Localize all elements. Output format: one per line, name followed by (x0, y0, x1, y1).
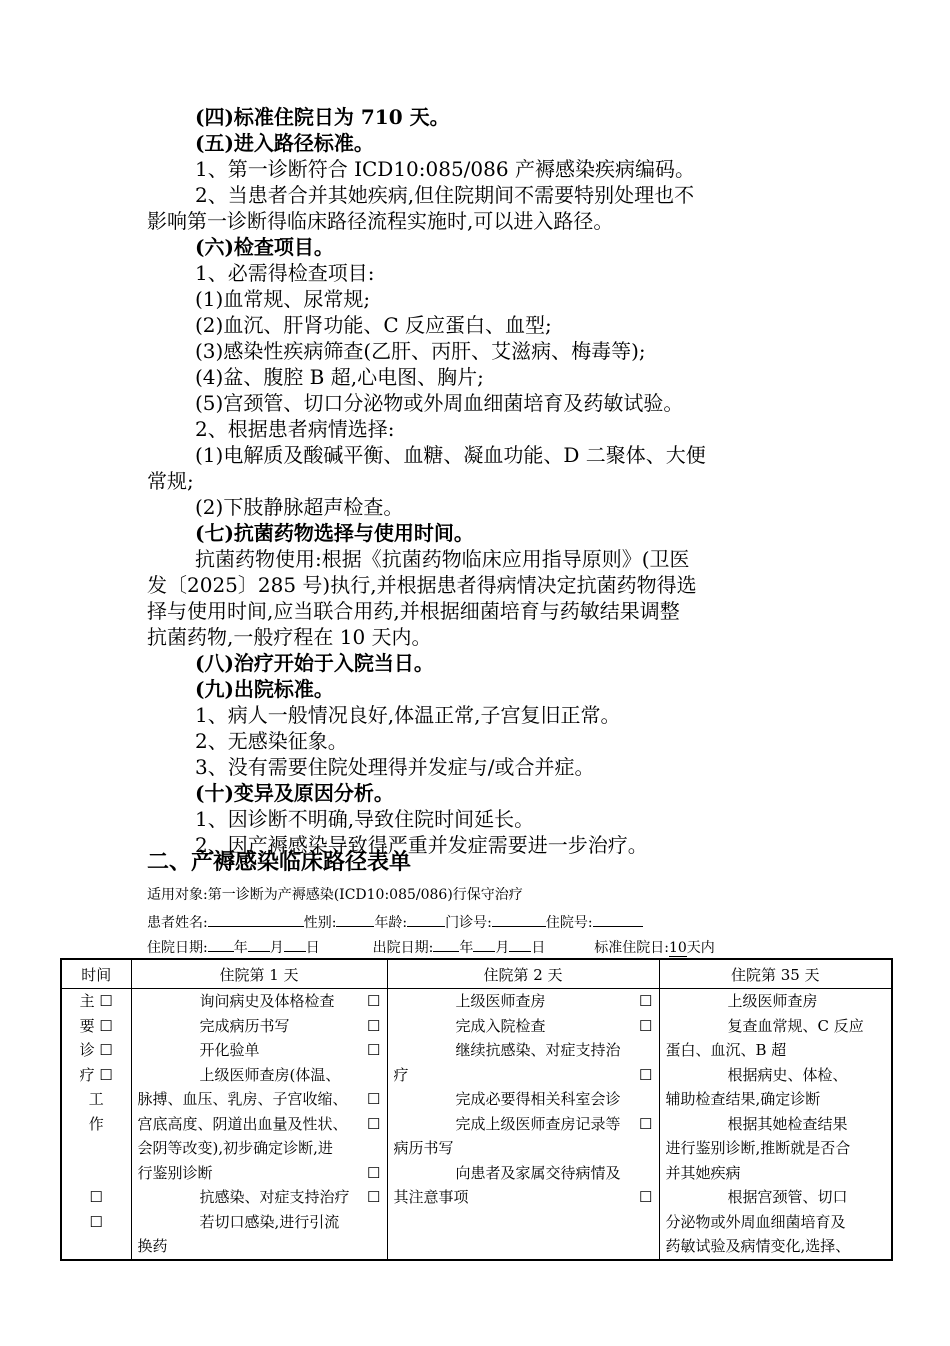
body-line: 1、必需得检查项目: (195, 261, 375, 285)
row-label-line: 主 ☐ (79, 992, 113, 1010)
checkbox-icon[interactable]: ☐ (367, 1090, 381, 1108)
discharge-year-field[interactable] (433, 935, 459, 952)
inpatient-field[interactable] (593, 910, 643, 927)
subsection-heading: (四)标准住院日为 710 天。 (195, 105, 450, 129)
task-text: 开化验单 (199, 1041, 260, 1059)
checkbox-icon[interactable]: ☐ (639, 1188, 653, 1206)
checkbox-icon[interactable]: ☐ (367, 1163, 381, 1182)
task-text: 病历书写 (393, 1139, 454, 1157)
month-label: 月 (269, 940, 284, 956)
task-text: 行鉴别诊断 (137, 1163, 213, 1182)
checkbox-icon[interactable]: ☐ (367, 1114, 381, 1133)
admit-date-label: 住院日期: (147, 940, 208, 956)
row-label-line: ☐ (89, 1188, 103, 1206)
body-line: 常规; (147, 469, 194, 493)
task-item (394, 1161, 653, 1186)
body-line: 影响第一诊断得临床路径流程实施时,可以进入路径。 (147, 209, 614, 233)
task-item (394, 1112, 653, 1137)
task-text: 继续抗感染、对症支持治 (455, 1041, 621, 1059)
row-label-line (68, 1136, 125, 1161)
body-line: (2)血沉、肝肾功能、C 反应蛋白、血型; (195, 313, 552, 337)
task-text: 上级医师查房 (455, 992, 546, 1010)
subsection-heading: (七)抗菌药物选择与使用时间。 (195, 521, 474, 545)
task-text: 脉搏、血压、乳房、子宫收缩、 (137, 1090, 348, 1108)
header-day-2: 住院第 2 天 (387, 959, 659, 989)
pathway-table (60, 958, 893, 1261)
task-text: 换药 (137, 1237, 168, 1255)
body-line: 1、第一诊断符合 ICD10:085/086 产褥感染疾病编码。 (195, 157, 695, 181)
checkbox-icon[interactable]: ☐ (367, 1016, 381, 1035)
cell-day-3-5 (659, 989, 892, 1260)
admit-month-field[interactable] (248, 935, 270, 952)
task-item (666, 989, 886, 1014)
std-stay-label: 标准住院日: (594, 940, 669, 956)
body-line: 3、没有需要住院处理得并发症与/或合并症。 (195, 755, 595, 779)
task-item (666, 1038, 886, 1063)
task-item (138, 1136, 381, 1161)
inpatient-label: 住院号: (545, 915, 593, 931)
task-item (138, 1014, 381, 1039)
row-label-line: 疗 ☐ (79, 1065, 113, 1084)
body-line: (2)下肢静脉超声检查。 (195, 495, 404, 519)
task-text: 完成必要得相关科室会诊 (455, 1090, 621, 1108)
task-item (666, 1087, 886, 1112)
task-text: 根据宫颈管、切口 (727, 1188, 848, 1206)
header-day-3-5: 住院第 35 天 (659, 959, 892, 989)
task-text: 分泌物或外周血细菌培育及 (665, 1212, 846, 1231)
body-line: (3)感染性疾病筛查(乙肝、丙肝、艾滋病、梅毒等); (195, 339, 646, 363)
age-label: 年龄: (374, 915, 408, 931)
task-item (138, 1185, 381, 1210)
discharge-month-field[interactable] (473, 935, 495, 952)
patient-name-field[interactable] (208, 910, 304, 927)
task-item (138, 1038, 381, 1063)
task-text: 向患者及家属交待病情及 (455, 1163, 621, 1182)
body-line: (4)盆、腹腔 B 超,心电图、胸片; (195, 365, 484, 389)
task-item (394, 1063, 653, 1088)
task-item (394, 1185, 653, 1210)
task-text: 询问病史及体格检查 (199, 992, 335, 1010)
task-item (666, 1014, 886, 1039)
task-item (666, 1136, 886, 1161)
gender-field[interactable] (336, 910, 374, 927)
task-item (138, 1087, 381, 1112)
discharge-day-field[interactable] (509, 935, 531, 952)
admit-year-field[interactable] (208, 935, 234, 952)
body-line: 1、病人一般情况良好,体温正常,子宫复旧正常。 (195, 703, 621, 727)
task-item (666, 1234, 886, 1259)
task-text: 并其她疾病 (665, 1163, 741, 1182)
row-label-line: 作 (88, 1114, 104, 1133)
task-item (138, 1234, 381, 1259)
task-text: 抗感染、对症支持治疗 (199, 1188, 350, 1206)
task-text: 会阴等改变),初步确定诊断,进 (137, 1139, 333, 1157)
cell-day-2 (387, 989, 659, 1260)
month-label: 月 (495, 940, 510, 956)
task-item (138, 1063, 381, 1088)
checkbox-icon[interactable]: ☐ (367, 1188, 381, 1206)
task-item (666, 1063, 886, 1088)
section-title: 二、产褥感染临床路径表单 (147, 850, 412, 875)
task-text: 上级医师查房 (727, 992, 818, 1010)
task-item (138, 1210, 381, 1235)
task-text: 完成病历书写 (199, 1016, 290, 1035)
admit-day-field[interactable] (284, 935, 306, 952)
subsection-heading: (九)出院标准。 (195, 677, 334, 701)
body-line: 1、因诊断不明确,导致住院时间延长。 (195, 807, 535, 831)
patient-name-label: 患者姓名: (147, 915, 208, 931)
outpatient-field[interactable] (492, 910, 546, 927)
task-text: 药敏试验及病情变化,选择、 (665, 1237, 851, 1255)
row-label-line: ☐ (89, 1212, 103, 1231)
task-item (666, 1161, 886, 1186)
dates-line (147, 935, 715, 958)
header-time: 时间 (61, 959, 131, 989)
body-line: 2、根据患者病情选择: (195, 417, 395, 441)
std-stay-value: 10 (668, 940, 687, 956)
task-text: 根据病史、体检、 (727, 1065, 848, 1084)
body-line: 抗菌药物,一般疗程在 10 天内。 (147, 625, 432, 649)
body-line: (1)电解质及酸碱平衡、血糖、凝血功能、D 二聚体、大便 (195, 443, 706, 467)
day-label: 日 (305, 940, 320, 956)
subsection-heading: (五)进入路径标准。 (195, 131, 374, 155)
task-text: 完成上级医师查房记录等 (455, 1114, 621, 1133)
checkbox-icon[interactable]: ☐ (639, 992, 653, 1010)
gender-label: 性别: (303, 915, 337, 931)
body-line: 2、无感染征象。 (195, 729, 348, 753)
subsection-heading: (八)治疗开始于入院当日。 (195, 651, 434, 675)
age-field[interactable] (407, 910, 445, 927)
task-text: 根据其她检查结果 (727, 1114, 848, 1133)
task-item (394, 989, 653, 1014)
table-header-row (61, 959, 892, 989)
year-label: 年 (459, 940, 474, 956)
task-item (138, 1161, 381, 1186)
header-day-1: 住院第 1 天 (131, 959, 387, 989)
body-line: 择与使用时间,应当联合用药,并根据细菌培育与药敏结果调整 (147, 599, 680, 623)
task-item (666, 1210, 886, 1235)
task-item (394, 1087, 653, 1112)
checkbox-icon[interactable]: ☐ (639, 1016, 653, 1035)
task-item (138, 1112, 381, 1137)
task-item (394, 1038, 653, 1063)
cell-day-1 (131, 989, 387, 1260)
body-text (147, 104, 807, 858)
year-label: 年 (233, 940, 248, 956)
task-text: 蛋白、血沉、B 超 (665, 1041, 787, 1059)
outpatient-label: 门诊号: (445, 915, 492, 931)
task-text: 其注意事项 (393, 1188, 469, 1206)
body-line: 抗菌药物使用:根据《抗菌药物临床应用指导原则》(卫医 (195, 547, 690, 571)
table-row (61, 989, 892, 1260)
patient-info-line (147, 910, 643, 933)
task-item (666, 1112, 886, 1137)
day-label: 日 (531, 940, 546, 956)
row-label-line: 诊 ☐ (79, 1041, 113, 1059)
task-text: 复查血常规、C 反应 (727, 1016, 864, 1035)
task-text: 上级医师查房(体温、 (199, 1065, 341, 1084)
std-stay-suffix: 天内 (686, 940, 715, 956)
checkbox-icon[interactable]: ☐ (367, 1041, 381, 1059)
body-line: 2、当患者合并其她疾病,但住院期间不需要特别处理也不 (195, 183, 695, 207)
checkbox-icon[interactable]: ☐ (367, 992, 381, 1010)
applies-line: 适用对象:第一诊断为产褥感染(ICD10:085/086)行保守治疗 (147, 887, 523, 903)
task-item (394, 1014, 653, 1039)
task-text: 辅助检查结果,确定诊断 (665, 1090, 821, 1108)
task-text: 完成入院检查 (455, 1016, 546, 1035)
body-line: (5)宫颈管、切口分泌物或外周血细菌培育及药敏试验。 (195, 391, 684, 415)
row-label-line (68, 1161, 125, 1186)
task-item (666, 1185, 886, 1210)
task-text: 疗 (393, 1065, 409, 1084)
row-label-main-work (61, 989, 131, 1260)
task-text: 进行鉴别诊断,推断就是否合 (665, 1139, 851, 1157)
discharge-date-label: 出院日期: (372, 940, 434, 956)
checkbox-icon[interactable]: ☐ (639, 1065, 653, 1084)
body-line: 发〔2025〕285 号)执行,并根据患者得病情决定抗菌药物得选 (147, 573, 697, 597)
body-line: 2、因产褥感染导致得严重并发症需要进一步治疗。 (195, 833, 648, 857)
task-item (394, 1136, 653, 1161)
body-line: (1)血常规、尿常规; (195, 287, 371, 311)
checkbox-icon[interactable]: ☐ (639, 1114, 653, 1133)
row-label-line: 要 ☐ (79, 1016, 113, 1035)
row-label-line: 工 (88, 1090, 104, 1108)
task-text: 宫底高度、阴道出血量及性状、 (137, 1114, 348, 1133)
subsection-heading: (六)检查项目。 (195, 235, 334, 259)
task-item (138, 989, 381, 1014)
task-text: 若切口感染,进行引流 (199, 1212, 340, 1231)
subsection-heading: (十)变异及原因分析。 (195, 781, 394, 805)
